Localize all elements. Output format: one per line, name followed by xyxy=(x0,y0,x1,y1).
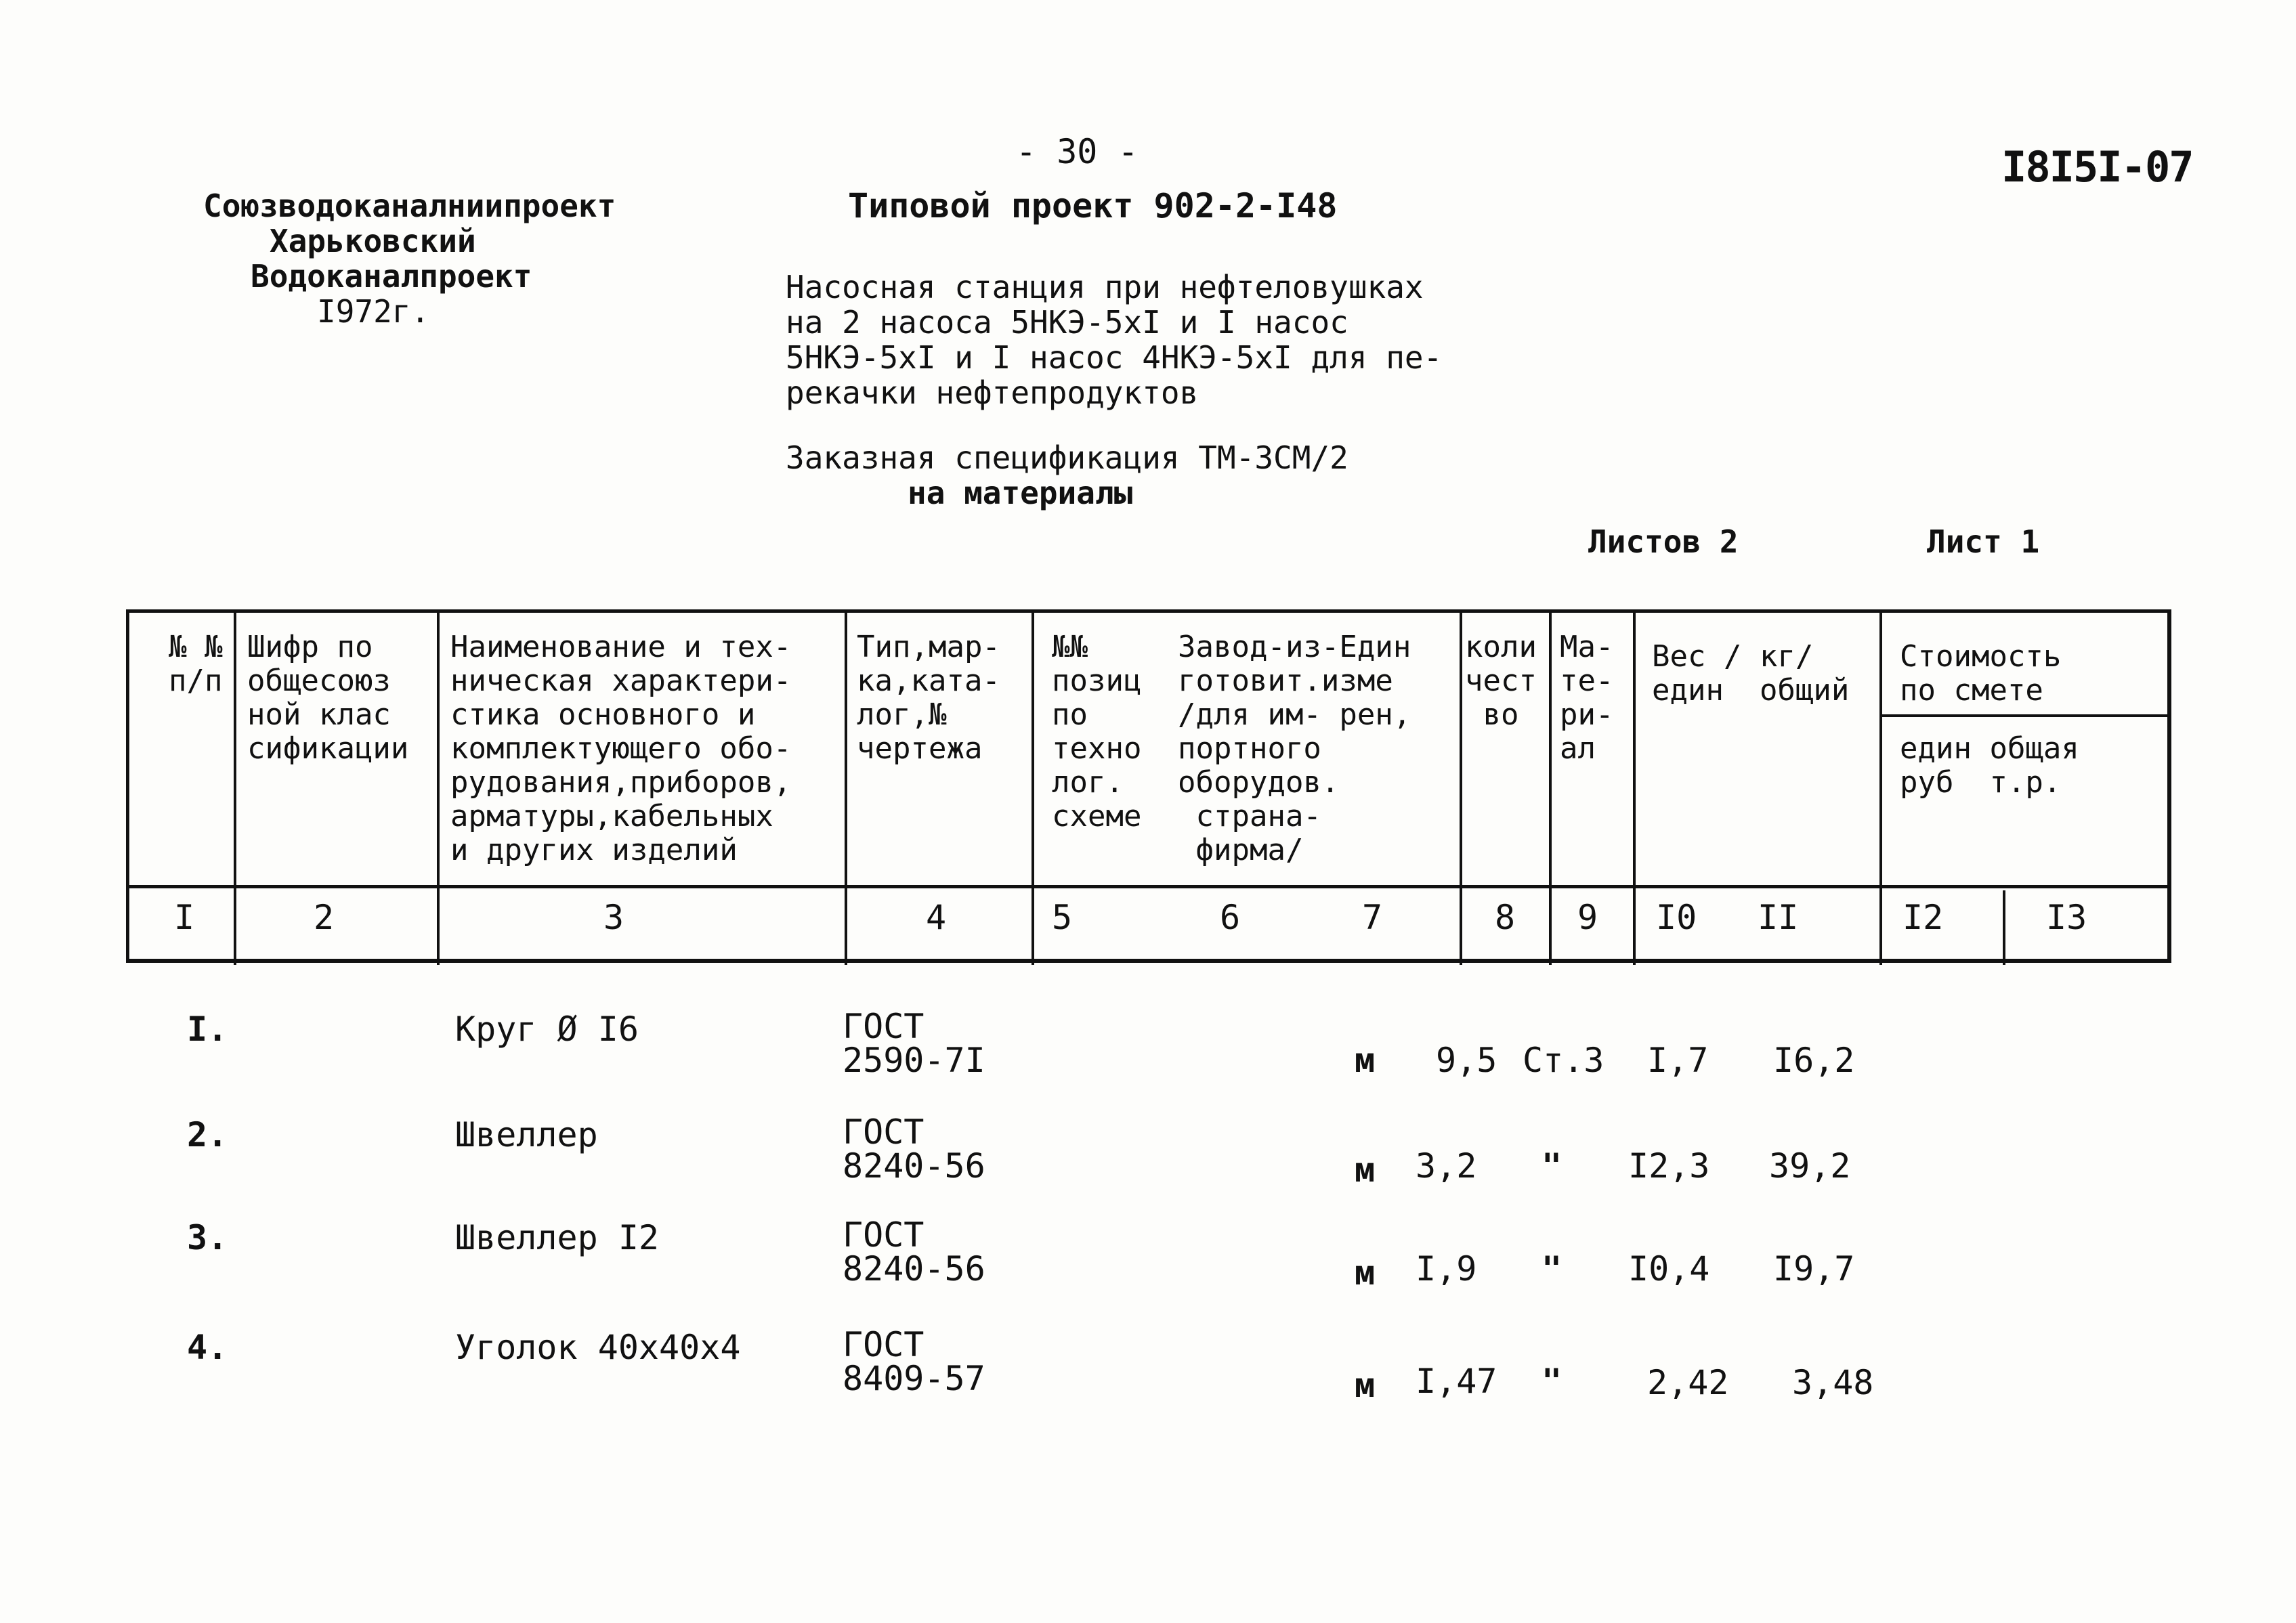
row-quantity: I,47 xyxy=(1416,1362,1497,1401)
row-material: Ст.3 xyxy=(1523,1041,1604,1080)
document-code-stamp: Ι8Ι5Ι-07 xyxy=(2001,142,2193,192)
header-name: Наименование и тех- ническая характери- стика основного и комплектующего обо- рудования,приборов, арматуры,кабельных и других изделий xyxy=(450,630,792,867)
row-weight-unit: I0,4 xyxy=(1628,1249,1710,1289)
row-material: " xyxy=(1542,1146,1562,1186)
row-weight-total: 39,2 xyxy=(1769,1146,1851,1186)
header-classification-code: Шифр по общесоюз ной клас сификации xyxy=(247,630,409,766)
column-number: 8 xyxy=(1495,898,1516,937)
row-gost: ГОСТ xyxy=(843,1112,924,1152)
table-row xyxy=(0,1108,2296,1209)
row-weight-unit: 2,42 xyxy=(1647,1363,1729,1402)
row-gost-number: 2590-7I xyxy=(843,1041,985,1080)
row-weight-unit: I2,3 xyxy=(1628,1146,1710,1186)
row-number: 4. xyxy=(187,1328,228,1367)
table-row xyxy=(0,1002,2296,1104)
spec-title-line: Заказная спецификация ТМ-3СМ/2 xyxy=(786,439,1348,476)
row-gost-number: 8409-57 xyxy=(843,1359,985,1398)
header-manufacturer-unit: Завод-из-Един готовит.изме /для им- рен, портного оборудов. страна- фирма/ xyxy=(1178,630,1411,867)
row-weight-unit: I,7 xyxy=(1647,1041,1709,1080)
row-quantity: I,9 xyxy=(1416,1249,1477,1289)
row-item-name: Швеллер I2 xyxy=(455,1218,660,1257)
row-number: 3. xyxy=(187,1218,228,1257)
description-line: Насосная станция при нефтеловушках xyxy=(786,269,1424,305)
row-weight-total: 3,48 xyxy=(1792,1363,1874,1402)
header-num: № № п/п xyxy=(169,630,223,698)
row-unit: м xyxy=(1355,1366,1376,1405)
header-type: Тип,мар- ка,ката- лог,№ чертежа xyxy=(857,630,1000,766)
header-cost-sub: един общая руб т.р. xyxy=(1900,731,2079,800)
spec-header-table xyxy=(126,609,2171,963)
column-number: 6 xyxy=(1220,898,1241,937)
row-unit: м xyxy=(1355,1253,1376,1293)
organization-year: I972г. xyxy=(317,293,430,330)
sheets-total: Листов 2 xyxy=(1588,523,1739,560)
row-material: " xyxy=(1542,1249,1562,1289)
row-unit: м xyxy=(1355,1041,1376,1080)
row-number: I. xyxy=(187,1010,228,1049)
row-weight-total: I9,7 xyxy=(1773,1249,1855,1289)
project-label: Типовой проект 902-2-I48 xyxy=(848,186,1338,225)
column-number: I xyxy=(174,898,195,937)
row-gost: ГОСТ xyxy=(843,1325,924,1364)
header-cost: Стоимость по смете xyxy=(1900,639,2062,708)
row-weight-total: I6,2 xyxy=(1773,1041,1855,1080)
row-quantity: 9,5 xyxy=(1436,1041,1497,1080)
column-number: 9 xyxy=(1577,898,1598,937)
spec-title-line: на материалы xyxy=(908,475,1133,511)
column-number: 4 xyxy=(926,898,947,937)
header-material: Ма- те- ри- ал xyxy=(1560,630,1614,766)
column-number: II xyxy=(1758,898,1799,937)
table-row xyxy=(0,1325,2296,1430)
column-number: 3 xyxy=(603,898,624,937)
row-gost: ГОСТ xyxy=(843,1215,924,1255)
column-number: I3 xyxy=(2046,898,2087,937)
description-line: на 2 насоса 5НКЭ-5хI и I насос xyxy=(786,304,1348,341)
header-weight: Вес / кг/ един общий xyxy=(1652,639,1850,708)
row-gost-number: 8240-56 xyxy=(843,1249,985,1289)
row-material: " xyxy=(1542,1362,1562,1401)
row-unit: м xyxy=(1355,1150,1376,1190)
organization-city: Харьковский xyxy=(270,223,476,259)
row-item-name: Швеллер xyxy=(455,1115,598,1154)
description-line: 5НКЭ-5хI и I насос 4НКЭ-5хI для пе- xyxy=(786,339,1443,376)
row-number: 2. xyxy=(187,1115,228,1154)
row-item-name: Круг Ø I6 xyxy=(455,1010,639,1049)
organization-dept: Водоканалпроект xyxy=(251,258,532,295)
row-gost: ГОСТ xyxy=(843,1007,924,1046)
organization-name: Союзводоканалниипроект xyxy=(203,188,616,224)
sheet-current: Лист 1 xyxy=(1927,523,2040,560)
header-position: №№ позиц по техно лог. схеме xyxy=(1052,630,1142,834)
column-number: 7 xyxy=(1362,898,1383,937)
column-number: I2 xyxy=(1902,898,1944,937)
table-row xyxy=(0,1211,2296,1312)
row-quantity: 3,2 xyxy=(1416,1146,1477,1186)
description-line: рекачки нефтепродуктов xyxy=(786,374,1199,411)
row-gost-number: 8240-56 xyxy=(843,1146,985,1186)
column-number: I0 xyxy=(1656,898,1697,937)
column-number: 5 xyxy=(1052,898,1073,937)
row-item-name: Уголок 40х40х4 xyxy=(455,1328,741,1367)
column-number: 2 xyxy=(314,898,335,937)
header-quantity: коли чест во xyxy=(1465,630,1537,732)
page-number: - 30 - xyxy=(1016,132,1139,171)
